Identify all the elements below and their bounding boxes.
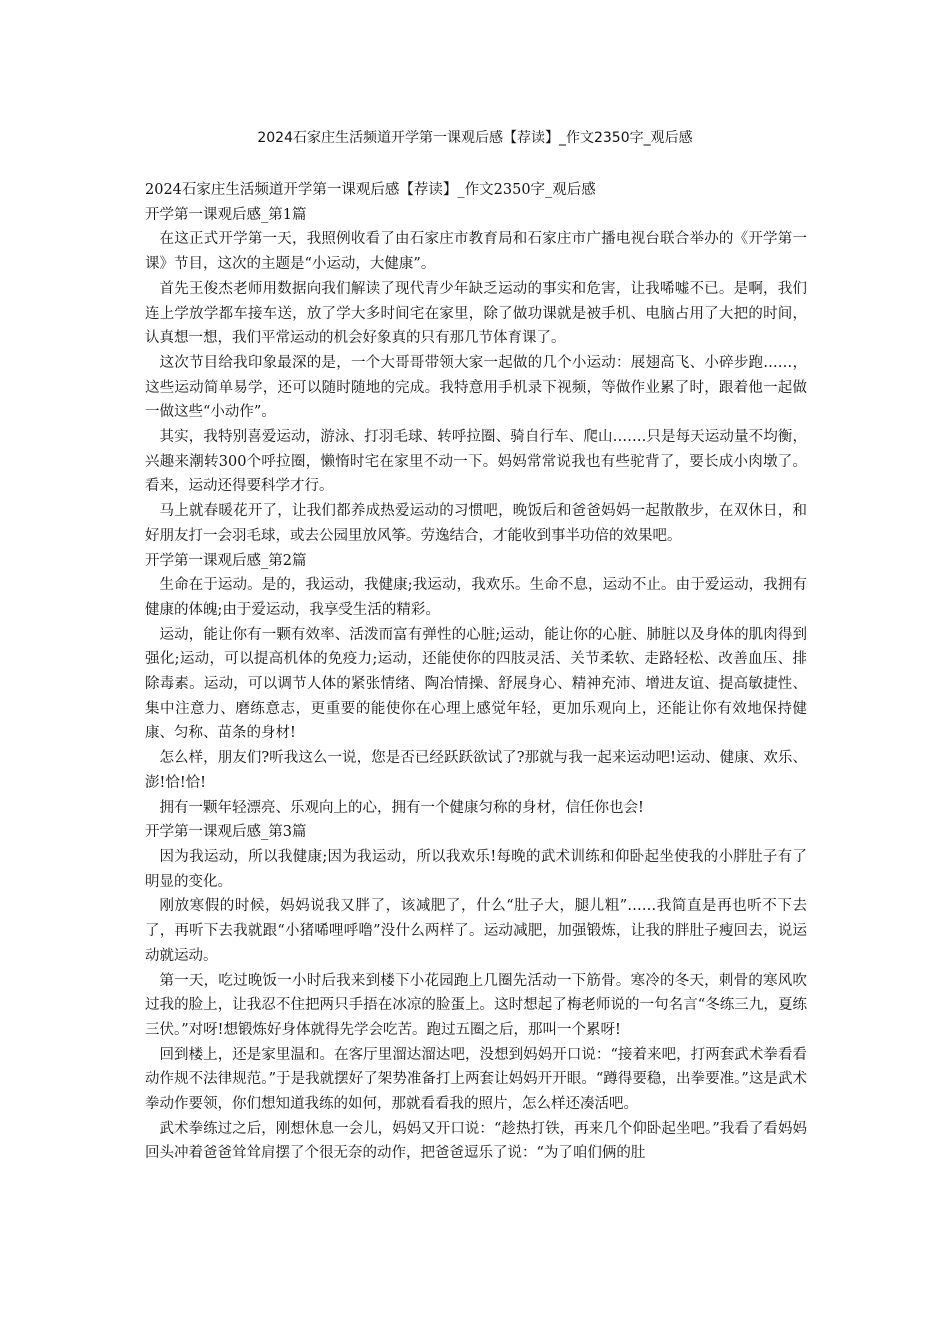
paragraph: 怎么样，朋友们?听我这么一说，您是否已经跃跃欲试了?那就与我一起来运动吧!运动、健康、欢乐、澎!恰!恰! [145,750,807,791]
paragraph: 运动，能让你有一颗有效率、活泼而富有弹性的心脏;运动，能让你的心脏、肺脏以及身体的肌肉得到强化;运动，可以提高机体的免疫力;运动，还能使你的四肢灵活、关节柔软、走路轻松、改善血压、排除毒素。运动，可以调节人体的紧张情绪、陶冶情操、舒展身心、精神充沛、增进友谊、提高敏捷性、集中注意力、磨练意志，更重要的能使你在心理上感觉年轻，更加乐观向上，还能让你有效地保持健康、匀称、苗条的身材! [145,626,807,742]
section-heading: 开学第一课观后感_第1篇 [145,206,307,223]
paragraph: 这次节目给我印象最深的是，一个大哥哥带领大家一起做的几个小运动：展翅高飞、小碎步跑……，这些运动简单易学，还可以随时随地的完成。我特意用手机录下视频，等做作业累了时，跟着他一起做一做这些“小动作”。 [145,354,807,421]
paragraph: 拥有一颗年轻漂亮、乐观向上的心，拥有一个健康匀称的身材，信任你也会! [159,799,644,816]
paragraph: 马上就春暖花开了，让我们都养成热爱运动的习惯吧，晚饭后和爸爸妈妈一起散散步，在双休日，和好朋友打一会羽毛球，或去公园里放风筝。劳逸结合，才能收到事半功倍的效果吧。 [145,503,807,544]
section-heading: 开学第一课观后感_第3篇 [145,824,307,841]
paragraph: 刚放寒假的时候，妈妈说我又胖了，该减肥了，什么“肚子大，腿儿粗”……我简直是再也听不下去了，再听下去我就跟“小猪唏哩呼噜”没什么两样了。运动减肥，加强锻炼，让我的胖肚子瘦回去，说运动就运动。 [145,898,807,964]
paragraph: 武术拳练过之后，刚想休息一会儿，妈妈又开口说：“趁热打铁，再来几个仰卧起坐吧。”我看了看妈妈回头冲着爸爸耸耸肩摆了个很无奈的动作，把爸爸逗乐了说：“为了咱们俩的肚 [145,1120,807,1162]
paragraph: 第一天，吃过晚饭一小时后我来到楼下小花园跑上几圈先活动一下筋骨。寒冷的冬天，刺骨的寒风吹过我的脸上，让我忍不住把两只手捂在冰凉的脸蛋上。这时想起了梅老师说的一句名言“冬练三九，夏练三伏。”对呀!想锻炼好身体就得先学会吃苦。跑过五圈之后，那叫一个累呀! [145,972,807,1038]
section-heading: 开学第一课观后感_第2篇 [145,552,307,569]
paragraph: 回到楼上，还是家里温和。在客厅里溜达溜达吧，没想到妈妈开口说：“接着来吧，打两套武术拳看看动作规不法律规范。”于是我就摆好了架势准备打上两套让妈妈开开眼。“蹲得要稳，出拳要准。”这是武术拳动作要领，你们想知道我练的如何，那就看看我的照片，怎么样还凑活吧。 [145,1046,808,1113]
document-subtitle: 2024石家庄生活频道开学第一课观后感【荐读】_作文2350字_观后感 [145,182,596,198]
paragraph: 首先王俊杰老师用数据向我们解读了现代青少年缺乏运动的事实和危害，让我唏嘘不已。是啊，我们连上学放学都车接车送，放了学大多时间宅在家里，除了做功课就是被手机、电脑占用了大把的时间，认真想一想，我们平常运动的机会好象真的只有那几节体育课了。 [145,280,807,347]
paragraph: 因为我运动，所以我健康;因为我运动，所以我欢乐!每晚的武术训练和仰卧起坐使我的小胖肚子有了明显的变化。 [145,848,807,890]
document-body [145,178,807,1166]
paragraph: 在这正式开学第一天，我照例收看了由石家庄市教育局和石家庄市广播电视台联合举办的《开学第一课》节目，这次的主题是“小运动，大健康”。 [145,231,807,273]
document-title: 2024石家庄生活频道开学第一课观后感【荐读】_作文2350字_观后感 [257,130,693,146]
paragraph: 生命在于运动。是的，我运动，我健康;我运动，我欢乐。生命不息，运动不止。由于爱运动，我拥有健康的体魄;由于爱运动，我享受生活的精彩。 [145,577,807,618]
paragraph: 其实，我特别喜爱运动，游泳、打羽毛球、转呼拉圈、骑自行车、爬山…….只是每天运动量不均衡，兴趣来潮转300个呼拉圈，懒惰时宅在家里不动一下。妈妈常常说我也有些驼背了，要长成小肉墩了。看来，运动还得要科学才行。 [145,429,807,495]
